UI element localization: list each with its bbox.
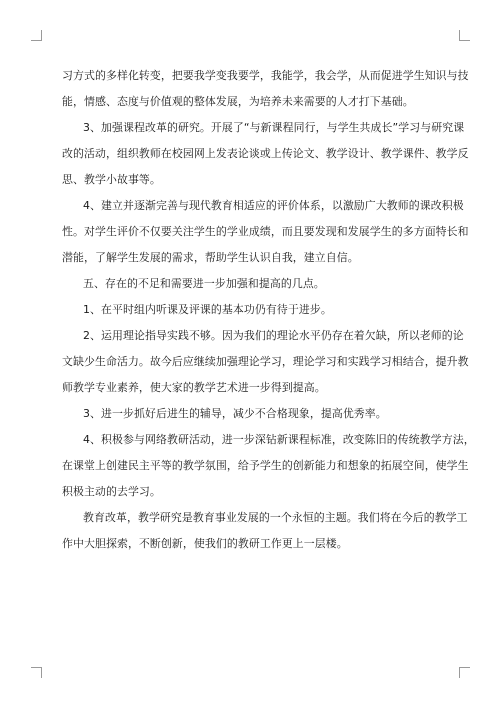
text-line: 1、在平时组内听课及评课的基本功仍有待于进步。 [83, 303, 332, 316]
text-line: 作中大胆探索，不断创新，使我们的教研工作更上一层楼。 [62, 537, 348, 550]
paragraph [62, 297, 442, 323]
crop-mark-top-left [31, 30, 42, 41]
paragraph [62, 193, 469, 271]
crop-mark-bottom-left [31, 667, 42, 678]
crop-mark-top-right [459, 30, 470, 41]
text-line: 性。对学生评价不仅要关注学生的学业成绩，而且要发现和发展学生的多方面特长和 [62, 225, 469, 238]
text-line: 教育改革，教学研究是教育事业发展的一个永恒的主题。我们将在今后的教学工 [83, 511, 468, 524]
text-line: 积极主动的去学习。 [62, 485, 161, 498]
text-line: 能，情感、态度与价值观的整体发展，为培养未来需要的人才打下基础。 [62, 95, 414, 108]
text-line: 3、进一步抓好后进生的辅导，减少不合格现象，提高优秀率。 [83, 407, 387, 420]
paragraph [62, 323, 469, 401]
paragraph [62, 115, 469, 193]
text-line: 改的活动，组织教师在校园网上发表论谈或上传论文、教学设计、教学课件、教学反 [62, 147, 469, 160]
text-line: 思、教学小故事等。 [62, 173, 161, 186]
paragraph [62, 63, 469, 115]
paragraph [62, 427, 475, 505]
text-line: 2、运用理论指导实践不够。因为我们的理论水平仍存在着欠缺，所以老师的论 [83, 329, 464, 342]
text-line: 习方式的多样化转变，把要我学变我要学，我能学，我会学，从而促进学生知识与技 [62, 69, 469, 82]
text-line: 4、积极参与网络教研活动，进一步深钻新课程标准，改变陈旧的传统教学方法， [83, 433, 475, 446]
document-body [62, 63, 475, 557]
text-line: 4、建立并逐渐完善与现代教育相适应的评价体系，以激励广大教师的课改积极 [83, 199, 464, 212]
crop-mark-bottom-right [459, 667, 470, 678]
text-line: 文缺少生命活力。故今后应继续加强理论学习，理论学习和实践学习相结合，提升教 [62, 355, 469, 368]
paragraph [62, 505, 468, 557]
text-line: 3、加强课程改革的研究。开展了“与新课程同行，与学生共成长”学习与研究课 [83, 121, 465, 134]
paragraph [62, 401, 442, 427]
section-heading [62, 271, 442, 297]
text-line: 五、存在的不足和需要进一步加强和提高的几点。 [83, 277, 325, 290]
text-line: 在课堂上创建民主平等的教学氛围，给予学生的创新能力和想象的拓展空间，使学生 [62, 459, 469, 472]
text-line: 潜能，了解学生发展的需求，帮助学生认识自我，建立自信。 [62, 251, 359, 264]
text-line: 师教学专业素养，使大家的教学艺术进一步得到提高。 [62, 381, 326, 394]
